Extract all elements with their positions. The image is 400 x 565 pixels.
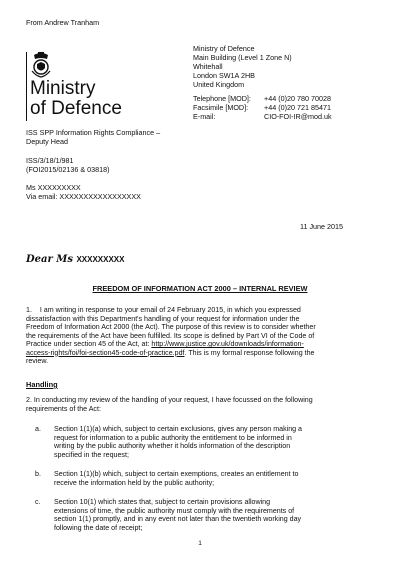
page-number: 1 <box>198 540 202 547</box>
reference-line: (FOI2015/02136 & 03818) <box>26 165 110 174</box>
reference-line: ISS/3/18/1/981 <box>26 156 74 165</box>
list-item <box>54 498 374 532</box>
section-heading-handling: Handling <box>26 380 58 389</box>
list-line: following the date of receipt; <box>54 523 143 532</box>
contact-email-link[interactable]: CIO-FOI-IR@mod.uk <box>264 112 332 121</box>
list-line: Section 1(1)(b) which, subject to certain exemptions, creates an entitlement to <box>54 470 299 478</box>
list-line: section 1(1) promptly, and in any event not later than the twentieth working day <box>54 515 302 523</box>
contact-value: +44 (0)20 780 70028 <box>264 94 331 103</box>
from-line: From Andrew Tranham <box>26 18 100 27</box>
code-of-practice-link-cont[interactable]: access-rights/foi/foi-section45-code-of-practice.pdf <box>26 348 185 357</box>
sender-unit-line: Deputy Head <box>26 137 68 146</box>
logo-divider <box>26 52 27 121</box>
contact-value: +44 (0)20 721 85471 <box>264 103 331 112</box>
list-line: Section 10(1) which states that, subject to certain provisions allowing <box>54 498 271 506</box>
contact-email <box>193 113 332 122</box>
paragraph-line: requirements of the Act: <box>26 404 101 413</box>
paragraph-line: Practice under section 45 of the Act, at: <box>26 340 152 348</box>
code-of-practice-link[interactable]: http://www.justice.gov.uk/downloads/information- <box>151 340 304 348</box>
paragraph-line: 2. In conducting my review of the handling of your request, I have focussed on the following <box>26 396 313 404</box>
paragraph-line: Freedom of Information Act 2000 (the Act). The purpose of this review is to consider whether <box>26 323 316 331</box>
list-line: request for information to a public authority the entitlement to be informed in <box>54 433 292 442</box>
paragraph-1 <box>26 306 371 366</box>
address-line: United Kingdom <box>193 80 245 89</box>
address-line: Whitehall <box>193 62 223 71</box>
list-item <box>54 470 374 487</box>
list-line: writing by the public authority whether it holds information of the description <box>54 442 291 450</box>
contact-label: E-mail: <box>193 112 216 121</box>
list-line: extensions of time, the public authority must comply with the requirements of <box>54 506 295 515</box>
list-marker: c. <box>35 498 41 506</box>
address-line: Main Building (Level 1 Zone N) <box>193 53 292 62</box>
greeting-name: XXXXXXXXX <box>76 255 125 264</box>
paragraph-line: dissatisfaction with this Department's handling of your request for information under the <box>26 314 300 323</box>
paragraph-line: review. <box>26 357 49 365</box>
list-item <box>54 425 374 459</box>
greeting <box>26 254 124 265</box>
paragraph-number: 1. <box>26 306 32 314</box>
sender-unit-line: ISS SPP Information Rights Compliance – <box>26 128 161 137</box>
royal-crest-icon <box>30 52 52 78</box>
greeting-salutation: Dear Ms <box>26 254 73 265</box>
letter-date: 11 June 2015 <box>300 222 344 231</box>
logo-text-ministry: Ministry <box>30 78 96 99</box>
paragraph-2 <box>26 396 371 413</box>
list-line: Section 1(1)(a) which, subject to certain exclusions, gives any person making a <box>54 425 303 433</box>
recipient-line: Ms XXXXXXXXX <box>26 183 81 192</box>
contact-label: Facsimile [MOD]: <box>193 103 249 112</box>
document-heading: FREEDOM OF INFORMATION ACT 2000 – INTERNAL REVIEW <box>92 284 308 293</box>
address-line: Ministry of Defence <box>193 44 255 53</box>
contact-label: Telephone [MOD]: <box>193 94 251 103</box>
address-line: London SW1A 2HB <box>193 71 255 80</box>
logo-text-of-defence: of Defence <box>30 98 122 119</box>
paragraph-line: the requirements of the Act have been fulfilled. Its scope is defined by Part VI of the Code of <box>26 331 315 340</box>
list-line: specified in the request; <box>54 450 129 459</box>
list-marker: a. <box>35 425 41 433</box>
paragraph-line: I am writing in response to your email of 24 February 2015, in which you expressed <box>39 306 301 314</box>
list-marker: b. <box>35 470 41 478</box>
recipient-line: Via email: XXXXXXXXXXXXXXXXX <box>26 192 141 201</box>
paragraph-line: . This is my formal response following the <box>184 348 315 357</box>
list-line: receive the information held by the public authority; <box>54 478 215 487</box>
